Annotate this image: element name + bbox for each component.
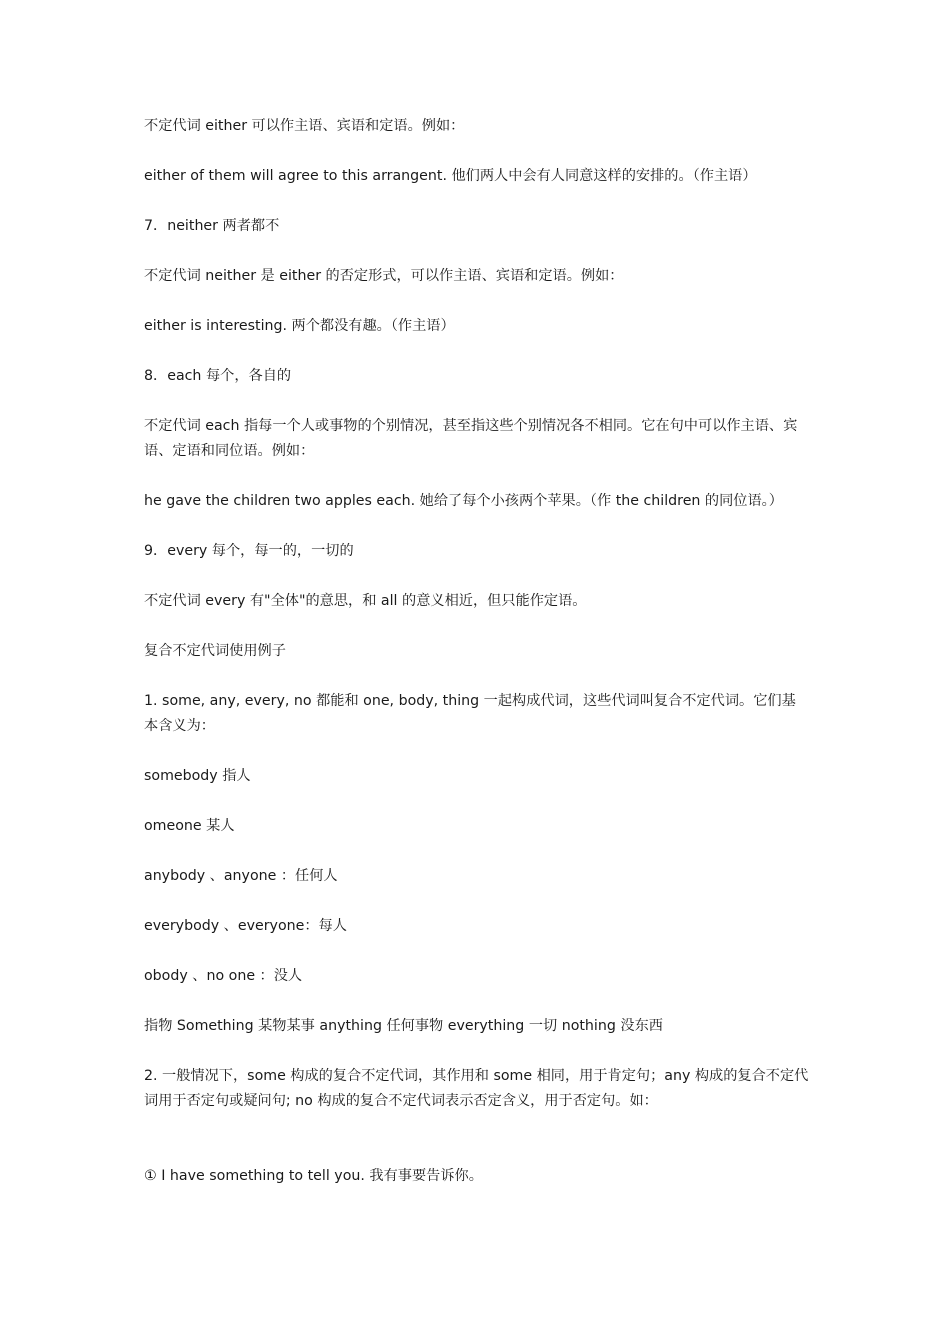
paragraph-neither-usage: 不定代词 neither 是 either 的否定形式，可以作主语、宾语和定语。例如： — [144, 268, 624, 284]
heading-each: 8．each 每个，各自的 — [144, 368, 292, 384]
list-item-everybody: everybody 、everyone：每人 — [144, 918, 347, 934]
heading-neither: 7．neither 两者都不 — [144, 218, 280, 234]
paragraph-each-example: he gave the children two apples each. 她给了每个小孩两个苹果。（作 the children 的同位语。） — [144, 493, 783, 509]
heading-compound-pronouns: 复合不定代词使用例子 — [144, 643, 286, 659]
paragraph-either-example: either of them will agree to this arrangent. 他们两人中会有人同意这样的安排的。（作主语） — [144, 168, 757, 184]
paragraph-neither-example: either is interesting. 两个都没有趣。（作主语） — [144, 318, 455, 334]
paragraph-compound-rules: 2. 一般情况下，some 构成的复合不定代词，其作用和 some 相同，用于肯定句；any 构成的复合不定代词用于否定句或疑问句; no 构成的复合不定代词表示否定含义，用于否定句。如： — [144, 1068, 809, 1109]
document-body — [144, 114, 809, 1214]
paragraph-every-usage: 不定代词 every 有"全体"的意思，和 all 的意义相近，但只能作定语。 — [144, 593, 587, 609]
heading-every: 9．every 每个，每一的，一切的 — [144, 543, 354, 559]
list-item-someone: omeone 某人 — [144, 818, 235, 834]
list-item-nobody: obody 、no one ：没人 — [144, 968, 303, 984]
list-item-anybody: anybody 、anyone ：任何人 — [144, 868, 338, 884]
list-item-things: 指物 Something 某物某事 anything 任何事物 everything 一切 nothing 没东西 — [144, 1018, 663, 1034]
example-sentence-1: ① I have something to tell you. 我有事要告诉你。 — [144, 1168, 483, 1184]
paragraph-either-usage: 不定代词 either 可以作主语、宾语和定语。例如： — [144, 118, 465, 134]
paragraph-compound-definition: 1. some, any, every, no 都能和 one, body, thing 一起构成代词，这些代词叫复合不定代词。它们基本含义为： — [144, 693, 796, 734]
list-item-somebody: somebody 指人 — [144, 768, 251, 784]
paragraph-each-usage: 不定代词 each 指每一个人或事物的个别情况，甚至指这些个别情况各不相同。它在句中可以作主语、宾语、定语和同位语。例如： — [144, 418, 798, 459]
